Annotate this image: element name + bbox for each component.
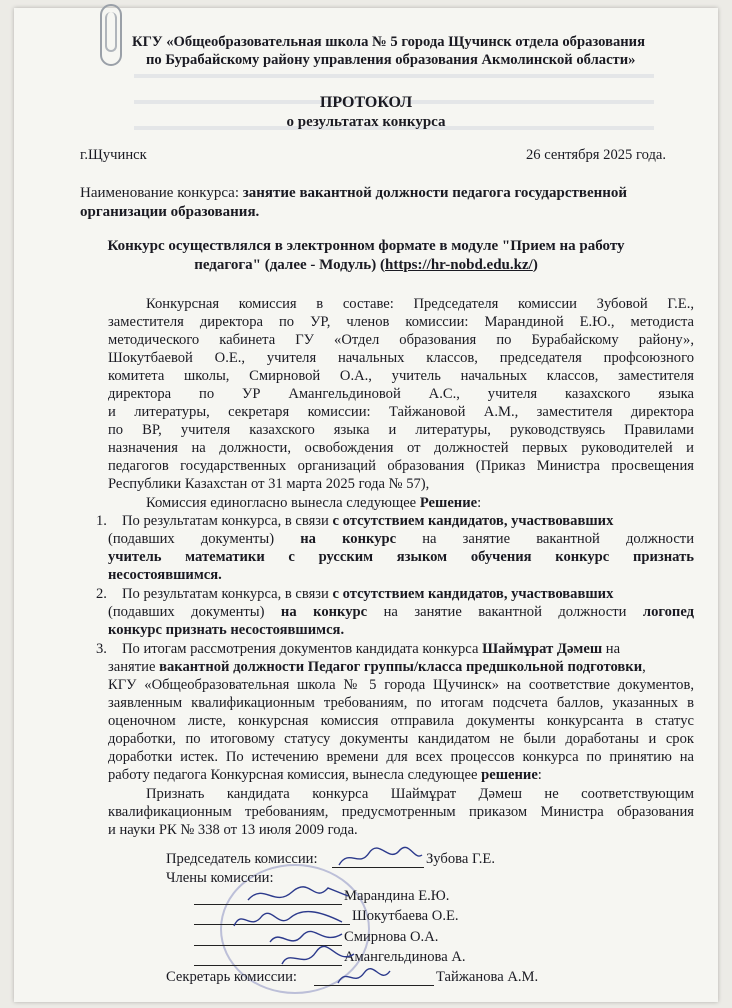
resolution-line: Признать кандидата конкурса Шаймұрат Дәмеш не соответствующим [146, 786, 694, 802]
item-3-line: заявленным квалификационным требованиям, по итогам подсчета баллов, указанных в [108, 695, 694, 711]
page-subtitle: о результатах конкурса [286, 114, 446, 130]
item-3-last-line [108, 767, 542, 784]
item-text: , [642, 659, 646, 675]
member-name: Амангельдинова А. [344, 949, 466, 965]
item-bold: с отсутствием кандидатов, участвовавших [332, 586, 614, 602]
item-3-line: оценочном листе, конкурсная комиссия отправила документы конкурсанта в статус [108, 713, 694, 729]
item-bold: на конкурс [300, 531, 397, 547]
item-1-line4: несостоявшимся. [108, 567, 222, 583]
competition-name-cont: организации образования. [80, 204, 260, 220]
item-3-line: доработки, по итоговому статусу документы кандидатом не были доработаны и срок [108, 731, 694, 747]
commission-line: Шокутбаевой О.Е., учителя начальных классов, председателя профсоюзного [108, 350, 694, 366]
format-close: ) [532, 257, 538, 273]
item-text: (подавших документы) [108, 531, 301, 547]
competition-name [80, 185, 627, 202]
item-2-line2 [108, 604, 694, 621]
org-header-line1: КГУ «Общеобразовательная школа № 5 города Щучинск отдела образования [132, 34, 645, 50]
item-1-line1 [122, 513, 613, 530]
chair-name: Зубова Г.Е. [426, 851, 495, 867]
commission-line: назначения на должности, освобождения от должностей первых руководителей и [108, 440, 694, 456]
decision-intro [146, 495, 481, 512]
page-title: ПРОТОКОЛ [319, 94, 413, 111]
item-bold: решение [481, 767, 538, 783]
commission-line: по ВР, учителя казахского языка и литературы, руководствуясь Правилами [108, 422, 694, 438]
item-1-line3: учитель математики с русским языком обучения конкурс признать [108, 549, 694, 565]
commission-line: комитета школы, Смирновой О.А., учитель начальных классов, заместителя [108, 368, 694, 384]
item-1-number: 1. [96, 513, 107, 529]
item-text: занятие [108, 659, 160, 675]
competition-name-value: занятие вакантной должности педагога государственной [242, 185, 628, 201]
item-text: По итогам рассмотрения документов кандидата конкурса [122, 641, 483, 657]
decision-colon: : [477, 495, 482, 511]
paperclip-inner-icon [105, 12, 117, 52]
format-line2 [14, 257, 718, 274]
commission-line: директора по УР Амангельдиновой А.С., учителя казахского языка [108, 386, 694, 402]
member-name: Марандина Е.Ю. [344, 888, 450, 904]
resolution-line: квалификационным требованиям, предусмотренным приказом Министра образования [108, 804, 694, 820]
format-text: педагога" (далее - Модуль) ( [194, 257, 385, 273]
item-2-line3: конкурс признать несостоявшимся. [108, 622, 345, 638]
item-bold: на конкурс [280, 604, 368, 620]
commission-line: Конкурсная комиссия в составе: Председателя комиссии Зубовой Г.Е., [146, 296, 694, 312]
document-page [14, 8, 718, 1002]
item-3-line2 [108, 659, 646, 676]
bleed-through [134, 74, 654, 78]
members-label: Члены комиссии: [166, 870, 274, 886]
secretary-signature-icon [334, 963, 394, 991]
commission-line: методического кабинета ГУ «Отдел образования по Бурабайскому району», [108, 332, 694, 348]
format-line1: Конкурс осуществлялся в электронном формате в модуле "Прием на работу [107, 238, 625, 254]
item-bold: логопед [642, 604, 694, 620]
org-header-line2: по Бурабайскому району управления образования Акмолинской области» [146, 52, 636, 68]
item-1-line2 [108, 531, 694, 548]
item-bold: с отсутствием кандидатов, участвовавших [332, 513, 614, 529]
item-bold: Шаймұрат Дәмеш [482, 641, 603, 657]
item-text: на занятие вакантной должности [396, 531, 694, 547]
decision-intro-text: Комиссия единогласно вынесла следующее [146, 495, 420, 511]
module-link[interactable]: https://hr-nobd.edu.kz/ [384, 257, 533, 273]
secretary-label: Секретарь комиссии: [166, 969, 297, 985]
item-text: По результатам конкурса, в связи [122, 586, 333, 602]
item-text: (подавших документы) [108, 604, 281, 620]
place: г.Щучинск [80, 147, 147, 163]
secretary-name: Тайжанова А.М. [436, 969, 539, 985]
commission-line: Республики Казахстан от 31 марта 2025 года № 57), [108, 476, 430, 492]
commission-line: заместителя директора по УР, членов комиссии: Марандиной Е.Ю., методиста [108, 314, 694, 330]
item-3-line: КГУ «Общеобразовательная школа № 5 города Щучинск» на соответствие документов, [108, 677, 694, 693]
chair-label: Председатель комиссии: [166, 851, 318, 867]
member-name: Шокутбаева О.Е. [352, 908, 459, 924]
resolution-line: и науки РК № 338 от 13 июля 2009 года. [108, 822, 358, 838]
item-2-number: 2. [96, 586, 107, 602]
item-text: работу педагога Конкурсная комиссия, вынесла следующее [108, 767, 482, 783]
item-bold: вакантной должности Педагог группы/класса предшкольной подготовки [159, 659, 643, 675]
item-3-number: 3. [96, 641, 107, 657]
item-text: : [537, 767, 542, 783]
commission-line: и литературы, секретаря комиссии: Тайжановой А.М., заместителя директора [108, 404, 694, 420]
item-3-line1 [122, 641, 620, 658]
member-name: Смирнова О.А. [344, 929, 439, 945]
date: 26 сентября 2025 года. [526, 147, 667, 163]
competition-label: Наименование конкурса: [80, 185, 243, 201]
commission-line: педагогов государственных организаций образования (Приказ Министра просвещения [108, 458, 694, 474]
item-3-line: доработки истек. По истечению времени для всех процессов конкурса по принятию на [108, 749, 694, 765]
item-text: По результатам конкурса, в связи [122, 513, 333, 529]
item-text: на занятие вакантной должности [367, 604, 643, 620]
decision-word: Решение [419, 495, 478, 511]
chair-signature-icon [334, 843, 424, 873]
item-2-line1 [122, 586, 613, 603]
item-text: на [602, 641, 621, 657]
